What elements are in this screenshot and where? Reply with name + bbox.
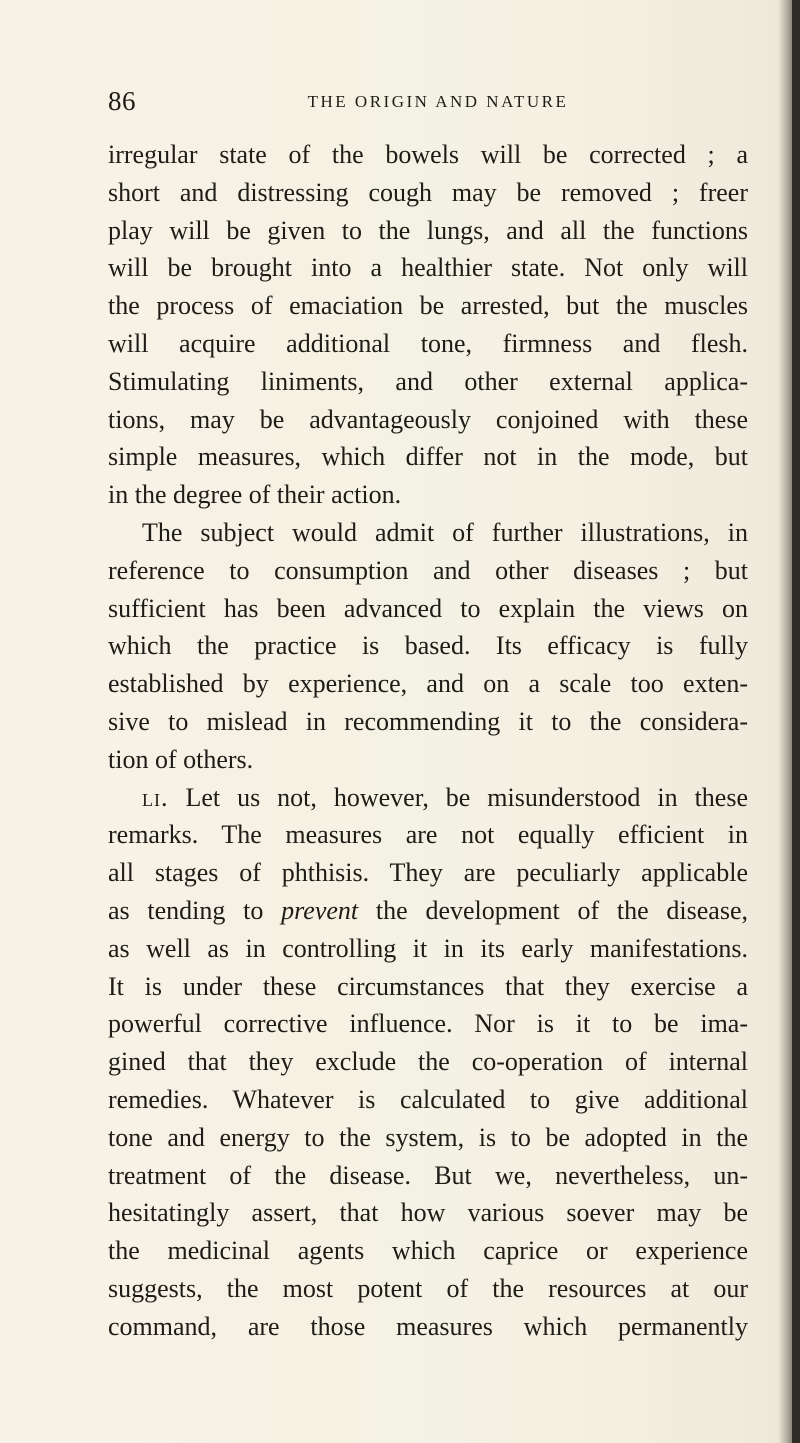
text-fragment: Let us not, however, be misunderstood in these	[185, 782, 748, 812]
running-head: THE ORIGIN AND NATURE	[307, 92, 569, 111]
text-line: reference to consumption and other diseases ; but	[108, 555, 748, 585]
text-line: sive to mislead in recommending it to the considera-	[108, 706, 748, 736]
body-text	[108, 136, 748, 1346]
text-line: as well as in controlling it in its early manifestations.	[108, 933, 748, 963]
text-line: short and distressing cough may be removed ; freer	[108, 177, 748, 207]
text-line: irregular state of the bowels will be corrected ; a	[108, 140, 748, 169]
text-fragment: as tending to	[108, 895, 264, 925]
text-line: remedies. Whatever is calculated to give additional	[108, 1084, 748, 1114]
text-line: Stimulating liniments, and other external applica-	[108, 366, 748, 396]
text-line: treatment of the disease. But we, nevertheless, un-	[108, 1160, 748, 1190]
text-line: the process of emaciation be arrested, but the muscles	[108, 291, 748, 321]
text-line: hesitatingly assert, that how various soever may be	[108, 1198, 748, 1228]
text-line: tions, may be advantageously conjoined with these	[108, 404, 748, 434]
text-line: tion of others.	[108, 744, 254, 774]
text-line: simple measures, which differ not in the mode, but	[108, 442, 748, 472]
text-line: It is under these circumstances that they exercise a	[108, 971, 748, 1001]
section-mark: li.	[142, 782, 169, 812]
text-line: the medicinal agents which caprice or experience	[108, 1236, 748, 1266]
page-number: 86	[108, 86, 136, 116]
emphasis-word: prevent	[281, 895, 359, 925]
text-line: tone and energy to the system, is to be adopted in the	[108, 1122, 748, 1152]
text-fragment: the development of the disease,	[375, 895, 749, 925]
text-line: will be brought into a healthier state. Not only will	[108, 253, 748, 283]
text-line: all stages of phthisis. They are peculiarly applicable	[108, 858, 748, 888]
text-line: command, are those measures which permanently	[108, 1311, 748, 1341]
text-line: sufficient has been advanced to explain the views on	[108, 593, 748, 623]
text-line	[108, 779, 748, 817]
text-line	[108, 892, 748, 930]
page-header	[108, 86, 768, 122]
text-line: established by experience, and on a scale too exten-	[108, 669, 748, 699]
text-line: gined that they exclude the co-operation of internal	[108, 1047, 748, 1077]
text-line: The subject would admit of further illustrations, in	[142, 517, 748, 547]
text-line: in the degree of their action.	[108, 480, 402, 510]
text-line: powerful corrective influence. Nor is it to be ima-	[108, 1009, 748, 1039]
page-binding-edge	[792, 0, 800, 1443]
text-line: which the practice is based. Its efficacy is fully	[108, 631, 748, 661]
text-line: suggests, the most potent of the resources at our	[108, 1273, 748, 1303]
text-line: will acquire additional tone, firmness and flesh.	[108, 328, 748, 358]
text-line: remarks. The measures are not equally efficient in	[108, 820, 748, 850]
text-line: play will be given to the lungs, and all the functions	[108, 215, 748, 245]
